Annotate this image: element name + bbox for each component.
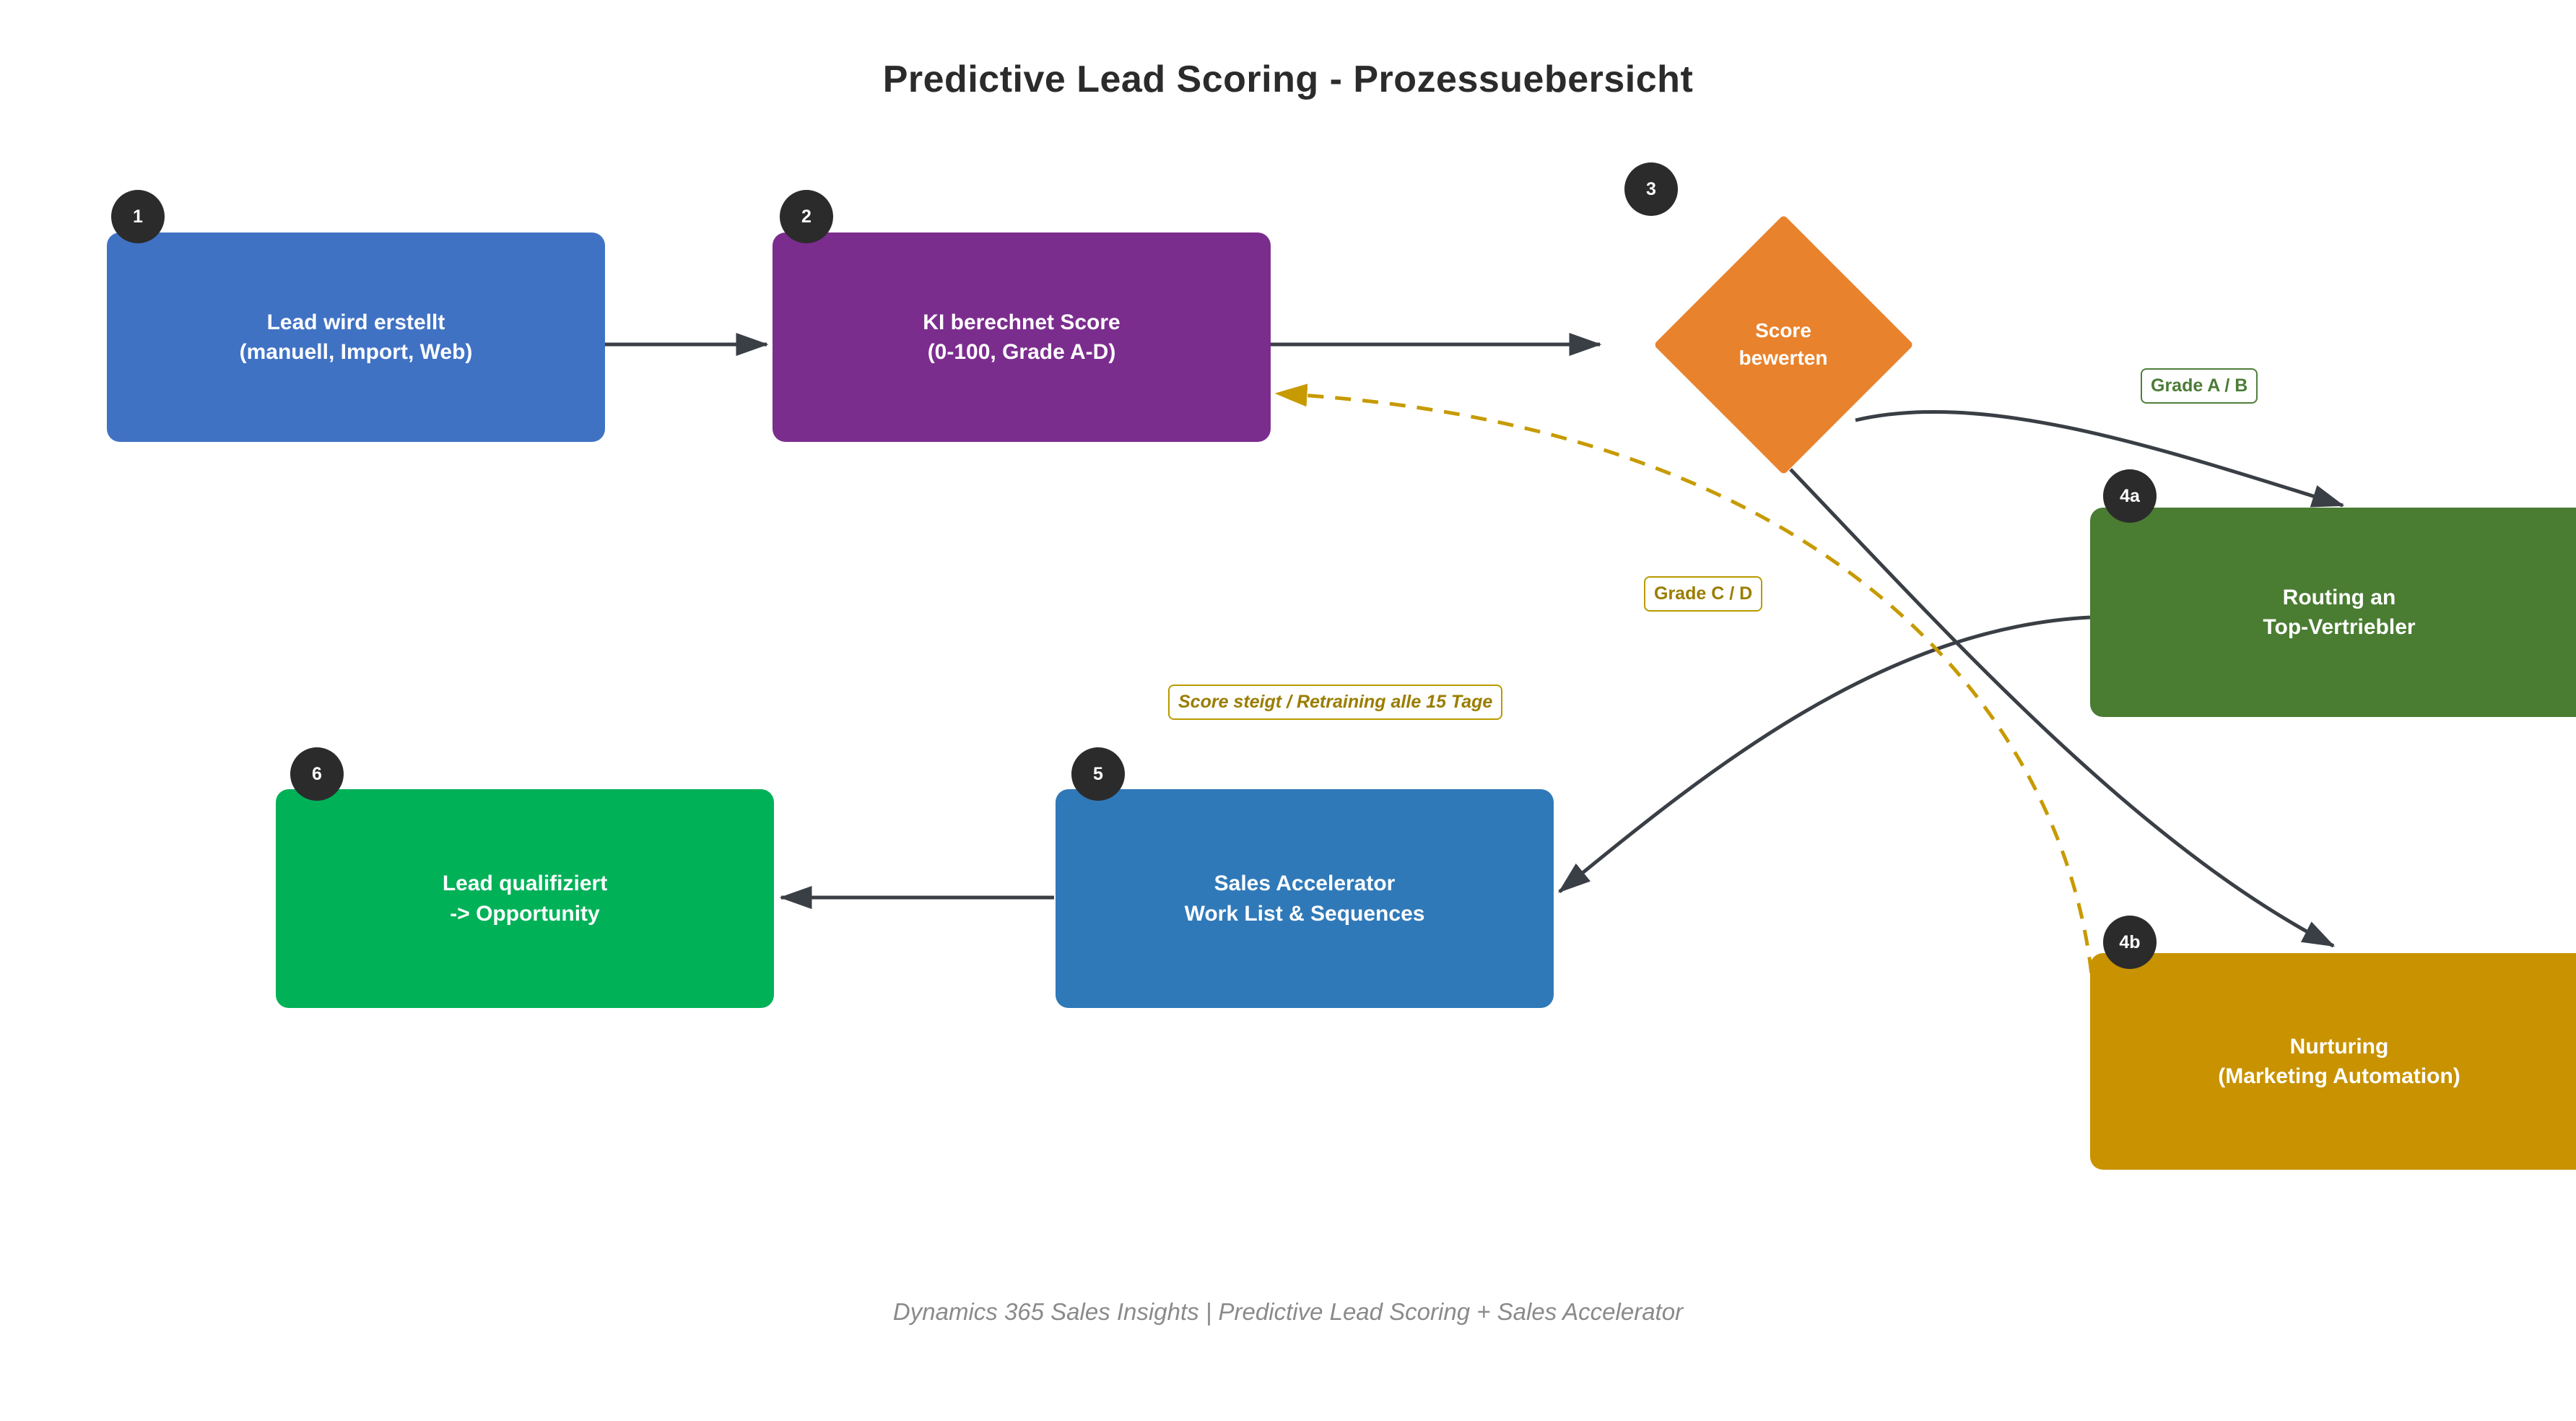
node-routing-line1: Routing an <box>2282 585 2396 609</box>
page-title: Predictive Lead Scoring - Prozessuebersicht <box>882 58 1694 100</box>
badge-2: 2 <box>780 190 833 243</box>
node-score-decision-line1: Score <box>1755 319 1811 342</box>
node-lead-created-line1: Lead wird erstellt <box>266 310 445 334</box>
node-ai-score-line2: (0-100, Grade A-D) <box>927 340 1116 364</box>
badge-4a: 4a <box>2103 469 2157 523</box>
node-lead-qualified[interactable] <box>276 789 774 1008</box>
node-lead-qualified-line1: Lead qualifiziert <box>442 872 608 896</box>
node-nurturing-line1: Nurturing <box>2289 1034 2389 1059</box>
edge-4a-to-5 <box>1559 617 2090 892</box>
badge-3: 3 <box>1624 162 1678 216</box>
edge-label-retraining <box>1168 685 1502 720</box>
edge-label-retraining-line2: Retraining alle 15 Tage <box>1296 692 1493 712</box>
node-ai-score-line1: KI berechnet Score <box>923 310 1121 334</box>
node-routing-top-sales[interactable] <box>2090 508 2576 717</box>
edge-label-grade-ab: Grade A / B <box>2141 368 2258 404</box>
badge-6: 6 <box>290 747 344 801</box>
badge-1: 1 <box>111 190 165 243</box>
footer-caption: Dynamics 365 Sales Insights | Predictive Lead Scoring + Sales Accelerator <box>892 1298 1684 1325</box>
node-score-decision-line2: bewerten <box>1739 347 1828 369</box>
badge-5: 5 <box>1071 747 1125 801</box>
node-sales-accelerator-line1: Sales Accelerator <box>1214 872 1396 896</box>
node-sales-accelerator[interactable] <box>1056 789 1554 1008</box>
edge-label-grade-cd: Grade C / D <box>1644 576 1762 612</box>
node-ai-score[interactable] <box>773 233 1271 442</box>
node-nurturing[interactable] <box>2090 953 2576 1170</box>
node-sales-accelerator-line2: Work List & Sequences <box>1184 901 1425 926</box>
badge-4b: 4b <box>2103 916 2157 969</box>
node-lead-created[interactable] <box>107 233 605 442</box>
edge-label-retraining-line1: Score steigt / <box>1178 692 1292 712</box>
node-score-decision[interactable] <box>1614 214 1953 474</box>
node-nurturing-line2: (Marketing Automation) <box>2218 1064 2460 1088</box>
node-lead-qualified-line2: -> Opportunity <box>450 901 600 926</box>
node-routing-line2: Top-Vertriebler <box>2263 615 2416 639</box>
node-lead-created-line2: (manuell, Import, Web) <box>239 340 473 364</box>
